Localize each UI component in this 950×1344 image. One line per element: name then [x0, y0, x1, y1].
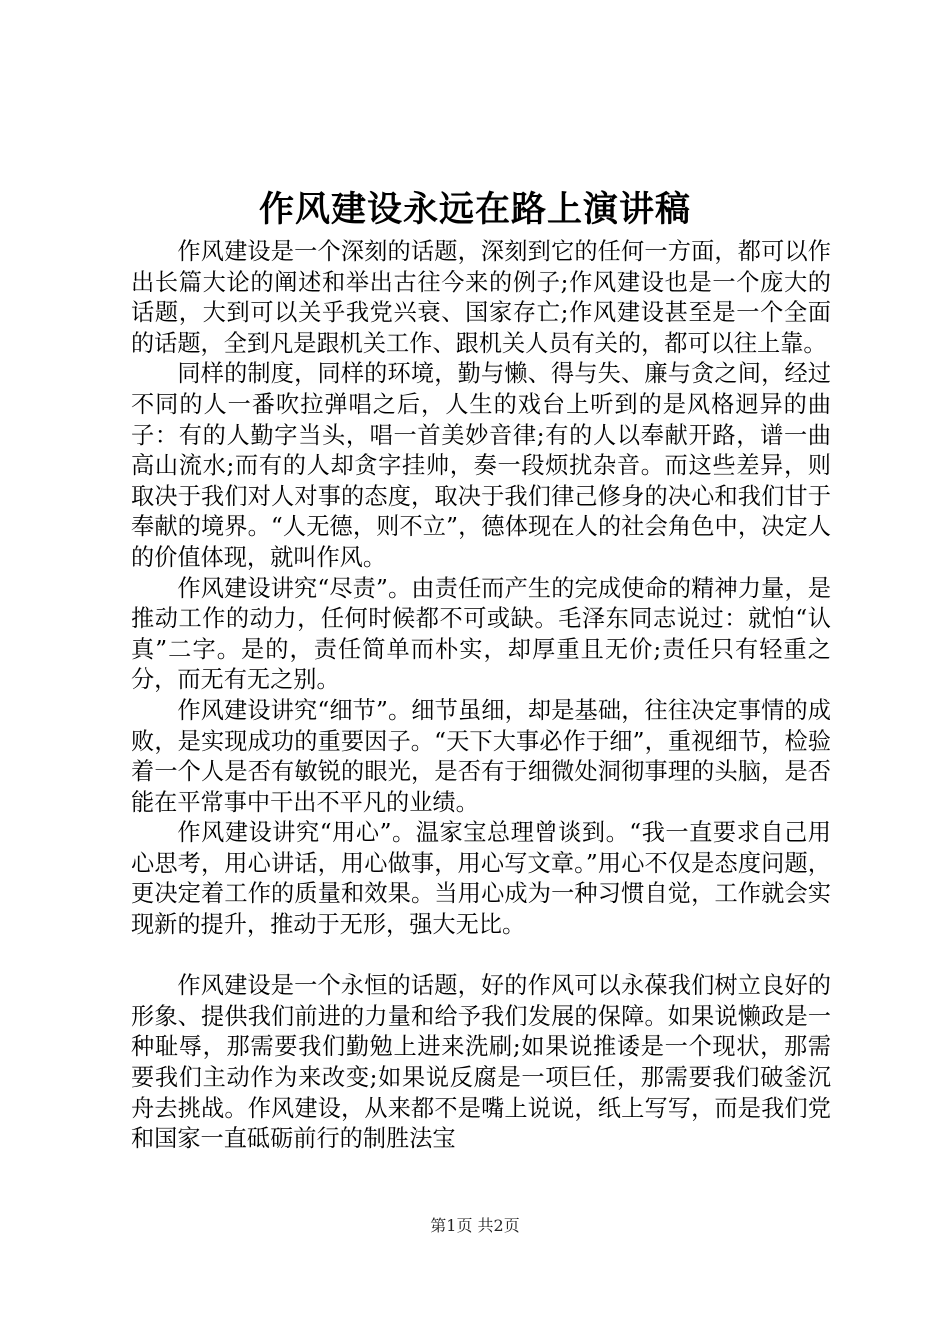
document-body	[131, 237, 831, 1155]
paragraph-1: 作风建设是一个深刻的话题，深刻到它的任何一方面，都可以作出长篇大论的阐述和举出古往今来的例子;作风建设也是一个庞大的话题，大到可以关乎我党兴衰、国家存亡;作风建设甚至是一个全面的话题，全到凡是跟机关工作、跟机关人员有关的，都可以往上靠。	[131, 238, 831, 357]
paragraph-gap	[131, 941, 831, 972]
paragraph-5: 作风建设讲究“用心”。温家宝总理曾谈到。“我一直要求自己用心思考，用心讲话，用心做事，用心写文章。”用心不仅是态度问题，更决定着工作的质量和效果。当用心成为一种习惯自觉，工作就会实现新的提升，推动于无形，强大无比。	[131, 819, 831, 939]
document-title: 作风建设永远在路上演讲稿	[258, 189, 691, 230]
page-footer: 第1页 共2页	[430, 1216, 520, 1235]
paragraph-3: 作风建设讲究“尽责”。由责任而产生的完成使命的精神力量，是推动工作的动力，任何时候都不可或缺。毛泽东同志说过：就怕“认真”二字。是的，责任简单而朴实，却厚重且无价;责任只有轻重之分，而无有无之别。	[131, 574, 831, 694]
paragraph-6: 作风建设是一个永恒的话题，好的作风可以永葆我们树立良好的形象、提供我们前进的力量和给予我们发展的保障。如果说懒政是一种耻辱，那需要我们勤勉上进来洗刷;如果说推诿是一个现状，那需要我们主动作为来改变;如果说反腐是一项巨任，那需要我们破釜沉舟去挑战。作风建设，从来都不是嘴上说说，纸上写写，而是我们党和国家一直砥砺前行的制胜法宝	[131, 972, 831, 1153]
paragraph-2: 同样的制度，同样的环境，勤与懒、得与失、廉与贪之间，经过不同的人一番吹拉弹唱之后，人生的戏台上听到的是风格迥异的曲子：有的人勤字当头，唱一首美妙音律;有的人以奉献开路，谱一曲高山流水;而有的人却贪字挂帅，奏一段烦扰杂音。而这些差异，则取决于我们对人对事的态度，取决于我们律己修身的决心和我们甘于奉献的境界。“人无德，则不立”，德体现在人的社会角色中，决定人的价值体现，就叫作风。	[131, 360, 831, 571]
paragraph-4: 作风建设讲究“细节”。细节虽细，却是基础，往往决定事情的成败，是实现成功的重要因子。“天下大事必作于细”，重视细节，检验着一个人是否有敏锐的眼光，是否有于细微处洞彻事理的头脑，是否能在平常事中干出不平凡的业绩。	[131, 696, 831, 816]
